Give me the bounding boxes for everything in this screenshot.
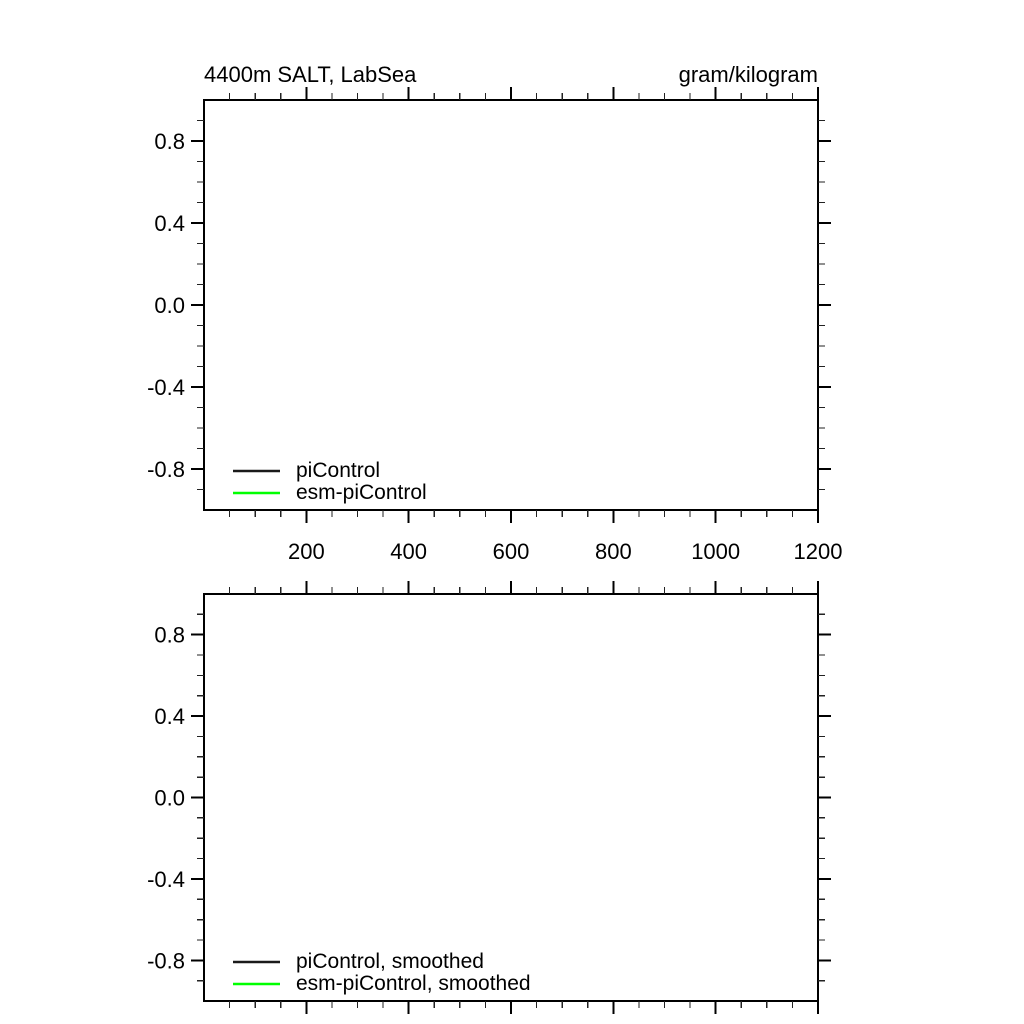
y-tick-label: 0.8 [154,129,185,154]
plot-frame [204,594,818,1001]
x-tick-label: 600 [492,539,530,564]
y-tick-label: 0.8 [154,622,185,648]
x-tick-label: 400 [390,539,428,564]
plot-frame [204,100,818,510]
y-tick-label: -0.8 [147,457,185,482]
y-tick-label: -0.4 [147,866,185,892]
y-tick-label: -0.4 [147,375,185,400]
y-tick-label: 0.4 [154,211,185,236]
y-tick-label: 0.4 [154,704,185,730]
x-tick-label: 800 [594,539,632,564]
y-tick-label: 0.0 [154,785,185,811]
y-tick-label: -0.8 [147,948,185,974]
plot-title: 4400m SALT, LabSea [204,62,417,87]
legend-label: esm-piControl [296,481,427,504]
units-label: gram/kilogram [678,62,818,87]
x-tick-label: 1000 [691,539,741,564]
y-tick-label: 0.0 [154,293,185,318]
legend-label: esm-piControl, smoothed [296,972,531,995]
legend-label: piControl, smoothed [296,950,484,973]
legend-label: piControl [296,459,381,482]
x-tick-label: 200 [287,539,325,564]
x-tick-label: 1200 [793,539,843,564]
